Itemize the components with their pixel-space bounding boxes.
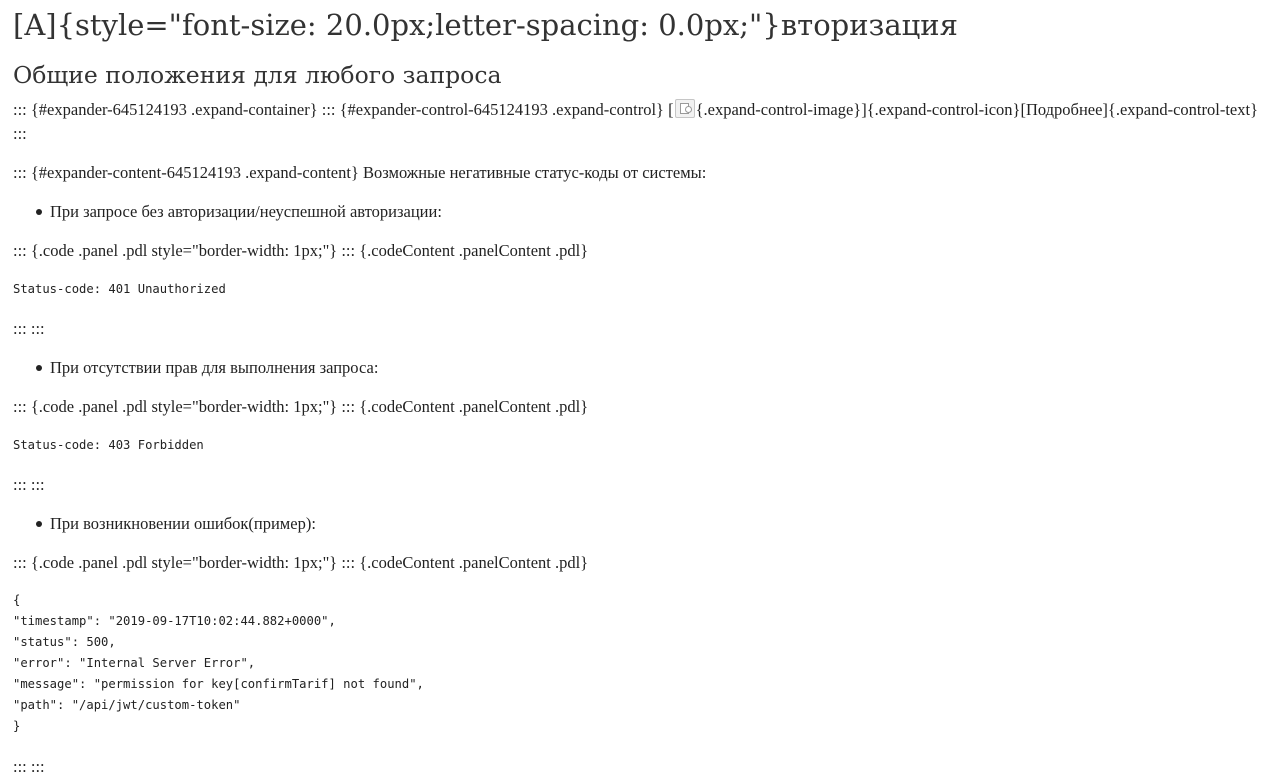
code-block: Status-code: 403 Forbidden xyxy=(13,438,204,452)
code-line: "path": "/api/jwt/custom-token" xyxy=(13,698,241,712)
code-line: "error": "Internal Server Error", xyxy=(13,656,256,670)
expander-markup xyxy=(13,98,1270,146)
expander-markup-post: {.expand-control-image}]{.expand-control-icon}[Подробнее]{.expand-control-text} ::: xyxy=(13,100,1258,143)
code-panel-open-markup: ::: {.code .panel .pdl style="border-width: 1px;"} ::: {.codeContent .panelContent .pdl} xyxy=(13,397,589,416)
list-item: При отсутствии прав для выполнения запроса: xyxy=(13,356,1270,379)
code-panel-open-markup: ::: {.code .panel .pdl style="border-width: 1px;"} ::: {.codeContent .panelContent .pdl} xyxy=(13,241,589,260)
code-panel-close-markup: ::: ::: xyxy=(13,757,45,776)
expander-markup-pre: ::: {#expander-645124193 .expand-container} ::: {#expander-control-645124193 .expand-control} [ xyxy=(13,100,674,119)
code-line: { xyxy=(13,593,21,607)
code-line: } xyxy=(13,719,21,733)
code-line: "timestamp": "2019-09-17T10:02:44.882+0000", xyxy=(13,614,336,628)
code-line: "message": "permission for key[confirmTarif] not found", xyxy=(13,677,424,691)
document-page xyxy=(13,0,1270,778)
code-line: "status": 500, xyxy=(13,635,116,649)
code-panel-open-markup: ::: {.code .panel .pdl style="border-width: 1px;"} ::: {.codeContent .panelContent .pdl} xyxy=(13,553,589,572)
code-panel-close-markup: ::: ::: xyxy=(13,319,45,338)
image-placeholder-icon xyxy=(675,99,695,118)
list-item: При запросе без авторизации/неуспешной авторизации: xyxy=(13,200,1270,223)
page-title: [A]{style="font-size: 20.0px;letter-spacing: 0.0px;"}вторизация xyxy=(13,8,958,42)
code-block xyxy=(13,590,1270,737)
expander-content-intro: ::: {#expander-content-645124193 .expand-content} Возможные негативные статус-коды от системы: xyxy=(13,163,707,182)
list-item: При возникновении ошибок(пример): xyxy=(13,512,1270,535)
code-block: Status-code: 401 Unauthorized xyxy=(13,282,226,296)
section-heading: Общие положения для любого запроса xyxy=(13,61,502,89)
code-panel-close-markup: ::: ::: xyxy=(13,475,45,494)
